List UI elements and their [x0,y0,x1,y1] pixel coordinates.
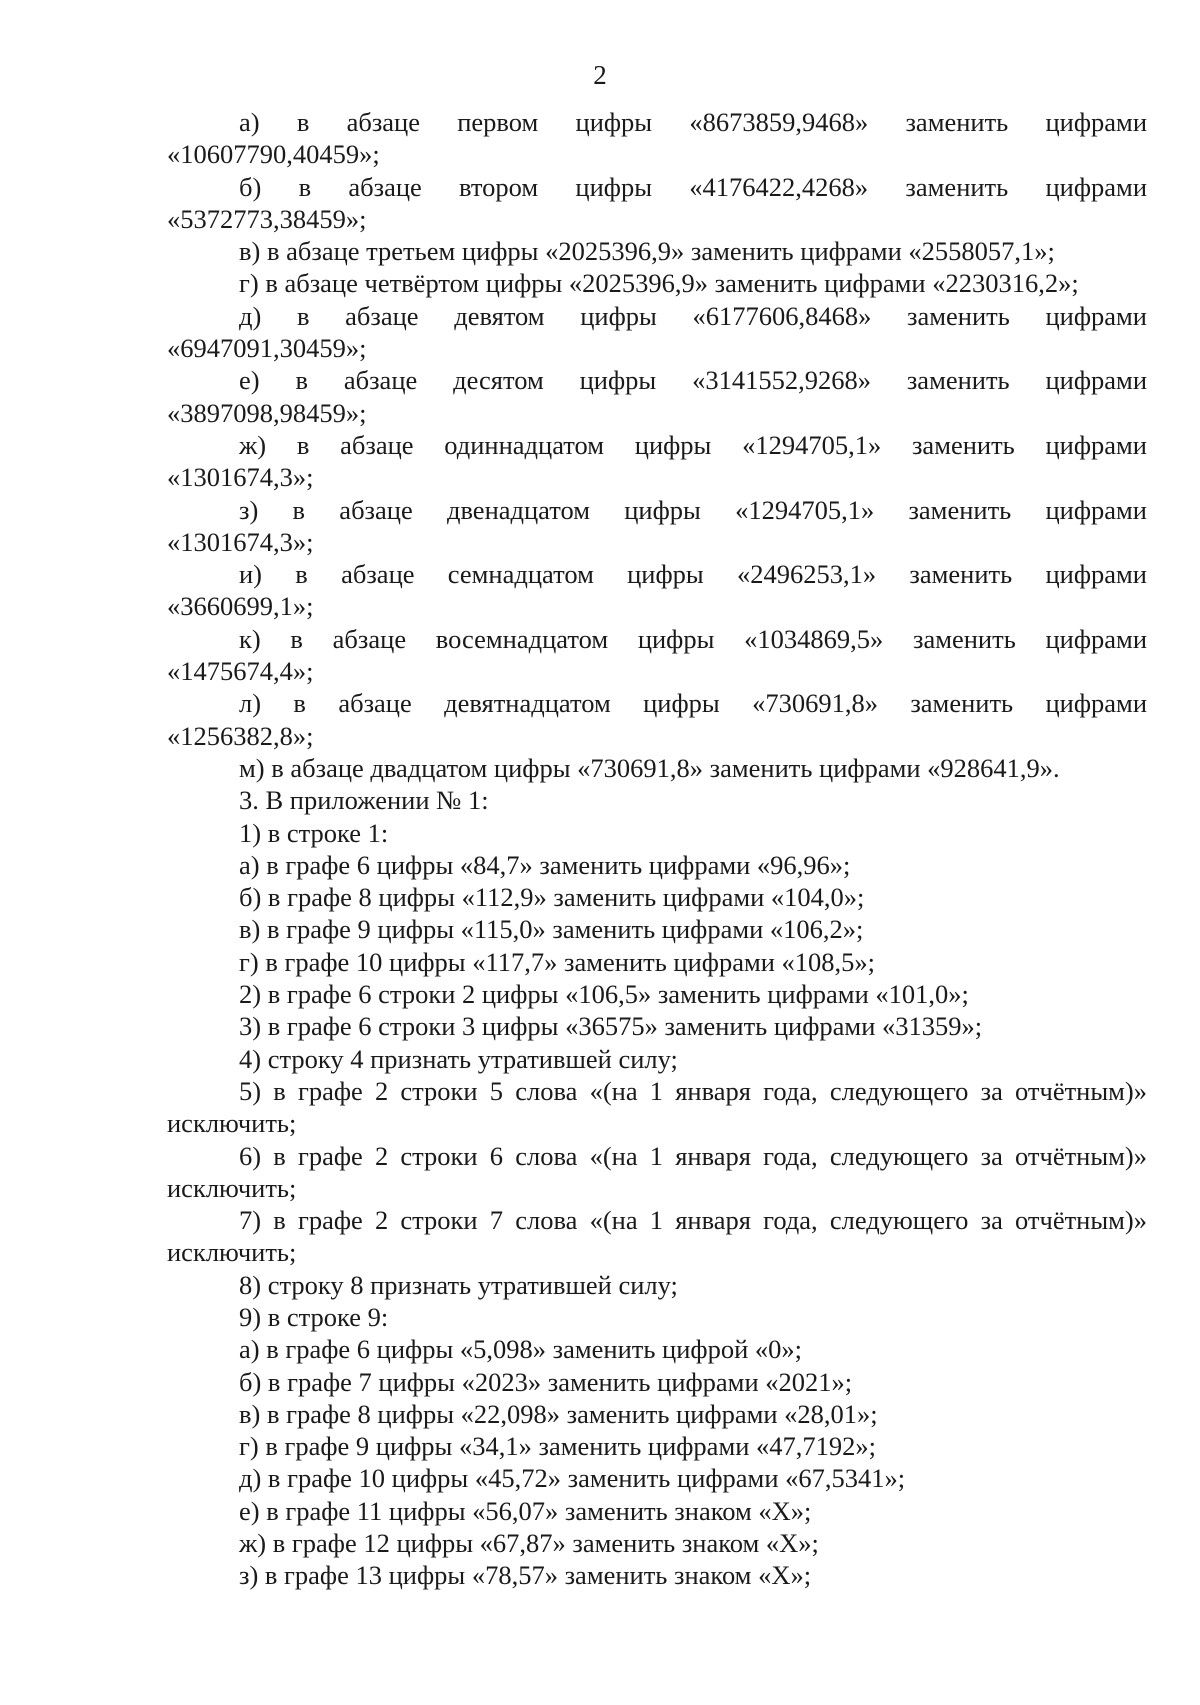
paragraph: 1) в строке 1: [239,817,389,848]
document-body [167,106,1147,1592]
paragraph: г) в абзаце четвёртом цифры «2025396,9» заменить цифрами «2230316,2»; [239,268,1079,299]
paragraph-line: е) в абзаце десятом цифры «3141552,9268» заменить цифрами [239,365,1147,396]
paragraph-line: ж) в абзаце одиннадцатом цифры «1294705,1» заменить цифрами [239,429,1147,460]
paragraph: б) в графе 8 цифры «112,9» заменить цифрами «104,0»; [239,882,865,913]
paragraph: в) в абзаце третьем цифры «2025396,9» заменить цифрами «2558057,1»; [239,236,1055,267]
paragraph-continuation: «5372773,38459»; [167,203,367,234]
paragraph: а) в графе 6 цифры «84,7» заменить цифрами «96,96»; [239,849,851,880]
paragraph-line: 7) в графе 2 строки 7 слова «(на 1 января года, следующего за отчётным)» [239,1205,1147,1236]
paragraph: а) в графе 6 цифры «5,098» заменить цифрой «0»; [239,1334,802,1365]
paragraph-continuation: «3897098,98459»; [167,397,367,428]
paragraph: ж) в графе 12 цифры «67,87» заменить знаком «Х»; [239,1528,819,1559]
paragraph-continuation: исключить; [167,1108,297,1139]
paragraph-continuation: «10607790,40459»; [167,139,380,170]
paragraph: в) в графе 8 цифры «22,098» заменить цифрами «28,01»; [239,1398,878,1429]
page-number: 2 [593,60,607,90]
paragraph-continuation: «1301674,3»; [167,526,314,557]
paragraph: в) в графе 9 цифры «115,0» заменить цифрами «106,2»; [239,914,864,945]
paragraph-continuation: исключить; [167,1237,297,1268]
paragraph-line: и) в абзаце семнадцатом цифры «2496253,1» заменить цифрами [239,559,1147,590]
paragraph: 9) в строке 9: [239,1301,389,1332]
paragraph-line: 6) в графе 2 строки 6 слова «(на 1 января года, следующего за отчётным)» [239,1140,1147,1171]
paragraph-continuation: «1256382,8»; [167,720,314,751]
paragraph: д) в графе 10 цифры «45,72» заменить цифрами «67,5341»; [239,1463,906,1494]
paragraph: 8) строку 8 признать утратившей силу; [239,1269,678,1300]
paragraph-line: а) в абзаце первом цифры «8673859,9468» заменить цифрами [239,107,1147,137]
paragraph-line: з) в абзаце двенадцатом цифры «1294705,1» заменить цифрами [239,494,1147,525]
paragraph-line: 5) в графе 2 строки 5 слова «(на 1 января года, следующего за отчётным)» [239,1075,1147,1106]
paragraph: 3. В приложении № 1: [239,785,489,816]
paragraph-continuation: «6947091,30459»; [167,333,367,364]
paragraph-line: л) в абзаце девятнадцатом цифры «730691,8» заменить цифрами [239,688,1147,719]
paragraph: б) в графе 7 цифры «2023» заменить цифрами «2021»; [239,1366,853,1397]
paragraph: 4) строку 4 признать утратившей силу; [239,1043,678,1074]
paragraph: г) в графе 9 цифры «34,1» заменить цифрами «47,7192»; [239,1431,877,1462]
paragraph: г) в графе 10 цифры «117,7» заменить цифрами «108,5»; [239,946,876,977]
paragraph-line: д) в абзаце девятом цифры «6177606,8468» заменить цифрами [239,300,1147,331]
paragraph: е) в графе 11 цифры «56,07» заменить знаком «Х»; [239,1495,812,1526]
paragraph-line: б) в абзаце втором цифры «4176422,4268» заменить цифрами [239,171,1147,202]
paragraph: 2) в графе 6 строки 2 цифры «106,5» заменить цифрами «101,0»; [239,979,969,1010]
paragraph: з) в графе 13 цифры «78,57» заменить знаком «Х»; [239,1560,812,1591]
paragraph-line: к) в абзаце восемнадцатом цифры «1034869,5» заменить цифрами [239,623,1147,654]
paragraph-continuation: «1475674,4»; [167,656,314,687]
paragraph: м) в абзаце двадцатом цифры «730691,8» заменить цифрами «928641,9». [239,752,1060,783]
paragraph-continuation: «1301674,3»; [167,462,314,493]
paragraph: 3) в графе 6 строки 3 цифры «36575» заменить цифрами «31359»; [239,1011,983,1042]
paragraph-continuation: «3660699,1»; [167,591,314,622]
paragraph-continuation: исключить; [167,1172,297,1203]
